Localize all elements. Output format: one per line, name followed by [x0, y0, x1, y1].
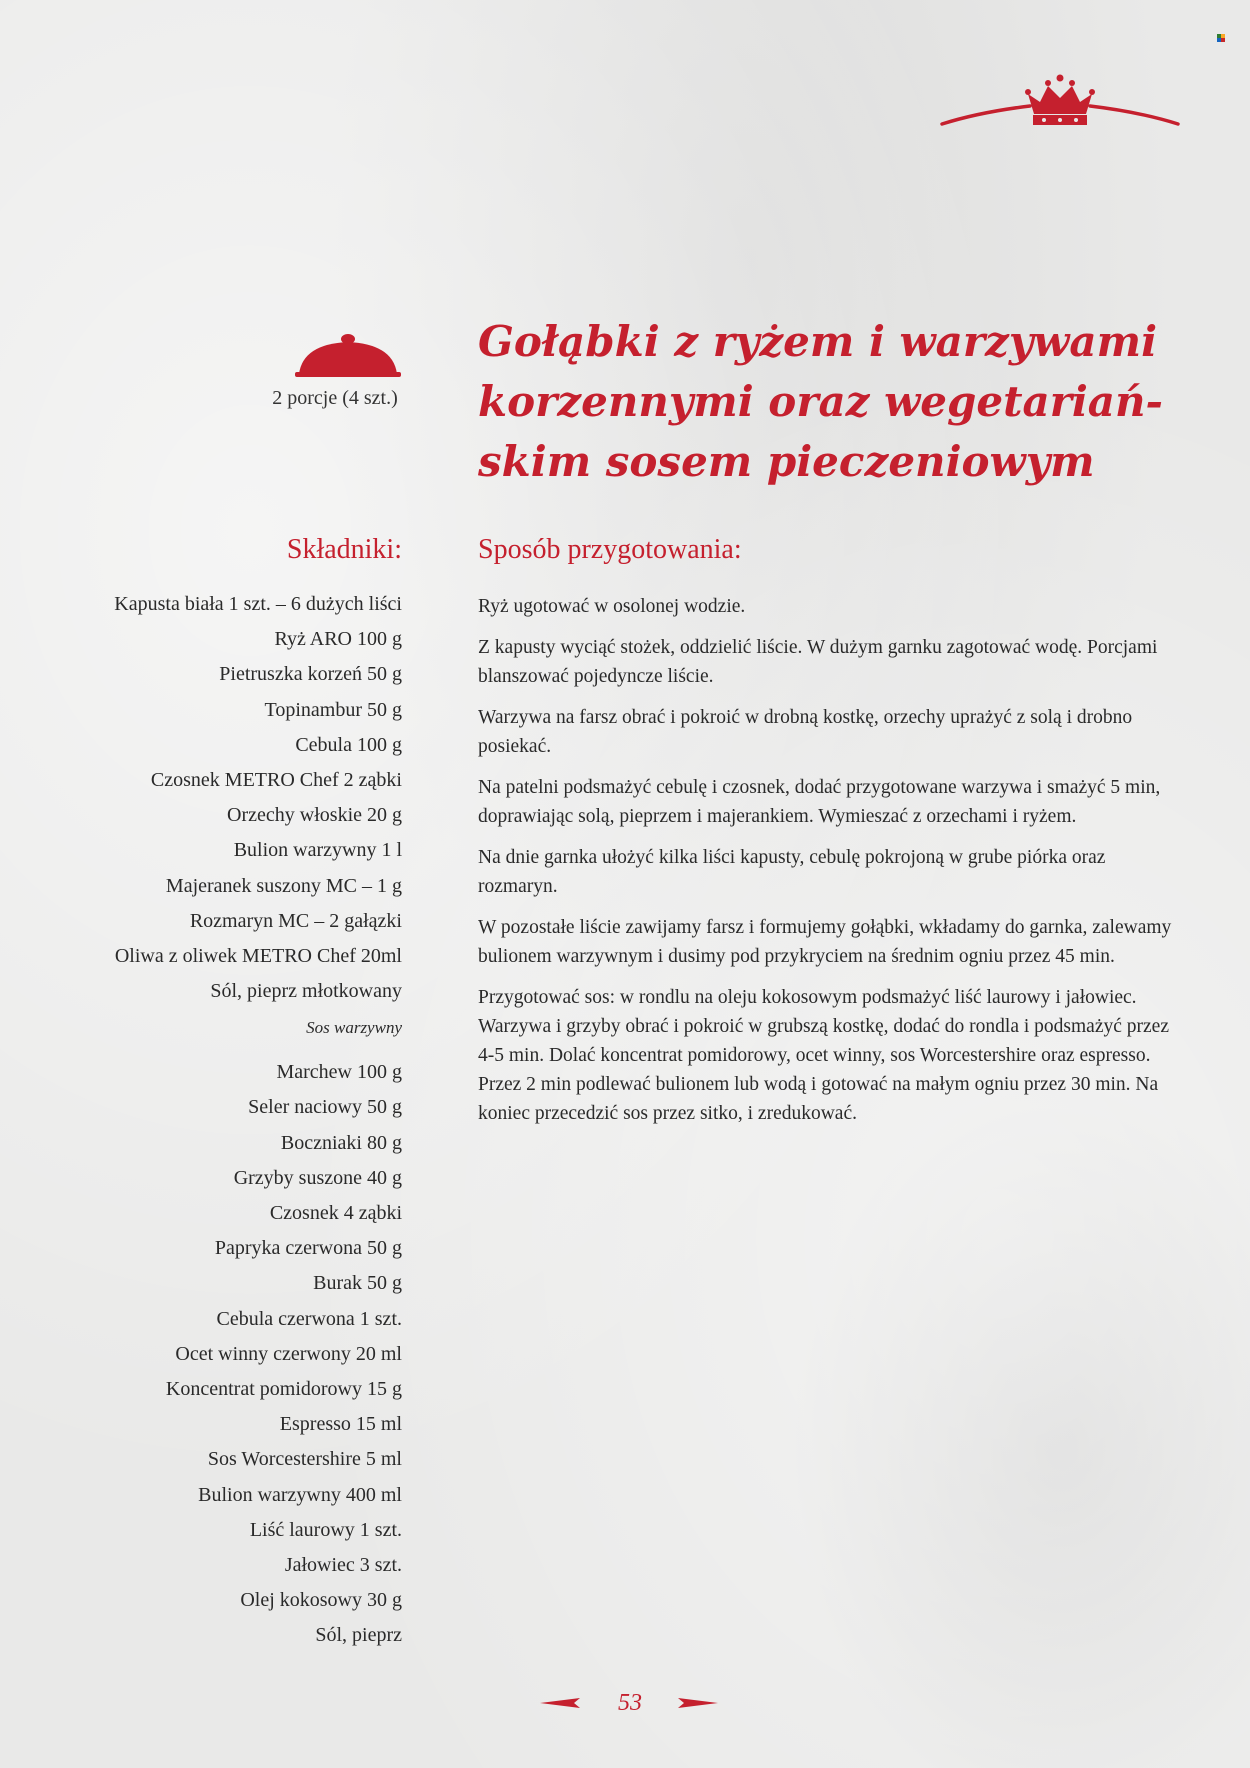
- sauce-ingredient-item: Sól, pieprz: [315, 1624, 402, 1647]
- sauce-subheading: Sos warzywny: [306, 1018, 402, 1038]
- ingredient-item: Orzechy włoskie 20 g: [227, 804, 402, 827]
- sauce-ingredient-item: Boczniaki 80 g: [280, 1131, 402, 1154]
- corner-mark-icon: [1217, 34, 1225, 42]
- arrow-right-icon[interactable]: [678, 1697, 718, 1709]
- sauce-ingredient-item: Grzyby suszone 40 g: [233, 1166, 402, 1189]
- ingredient-item: Topinambur 50 g: [264, 698, 402, 721]
- sauce-ingredient-item: Espresso 15 ml: [279, 1413, 402, 1436]
- ingredient-item: Cebula 100 g: [295, 733, 402, 756]
- page-footer: [530, 1686, 730, 1722]
- ingredients-heading: Składniki:: [286, 534, 402, 565]
- cloche-icon: [295, 332, 401, 378]
- sauce-ingredient-item: Jałowiec 3 szt.: [284, 1553, 402, 1576]
- arrow-left-icon[interactable]: [540, 1697, 580, 1709]
- method-step: Warzywa na farsz obrać i pokroić w drobną kostkę, orzechy uprażyć z solą i drobno posiekać.: [478, 707, 1133, 757]
- ingredient-item: Rozmaryn MC – 2 gałązki: [189, 909, 402, 932]
- method-step: Przygotować sos: w rondlu na oleju kokosowym podsmażyć liść laurowy i jałowiec. Warzywa i grzyby obrać i pokroić w grubszą kostkę, dodać do rondla i podsmażyć przez 4-5 min. Dolać koncentrat pomidorowy, ocet winny, sos Worcestershire oraz espresso. Przez 2 min podlewać bulionem lub wodą i gotować na małym ogniu przez 30 min. Na koniec przecedzić sos przez sitko, i zredukować.: [478, 987, 1169, 1124]
- ingredient-item: Sól, pieprz młotkowany: [210, 980, 402, 1003]
- sauce-ingredient-item: Papryka czerwona 50 g: [214, 1237, 402, 1260]
- ingredient-item: Oliwa z oliwek METRO Chef 20ml: [114, 944, 402, 967]
- method-steps: [478, 592, 1188, 1140]
- page-number: 53: [618, 1690, 642, 1716]
- sauce-ingredient-item: Ocet winny czerwony 20 ml: [175, 1342, 402, 1365]
- method-step: Na dnie garnka ułożyć kilka liści kapusty, cebulę pokrojoną w grube piórka oraz rozmaryn.: [478, 847, 1106, 897]
- ingredient-item: Bulion warzywny 1 l: [233, 839, 402, 862]
- sauce-ingredient-item: Burak 50 g: [313, 1272, 402, 1295]
- ingredient-item: Kapusta biała 1 szt. – 6 dużych liści: [114, 593, 402, 615]
- sauce-ingredient-item: Koncentrat pomidorowy 15 g: [165, 1377, 402, 1400]
- recipe-title: Gołąbki z ryżem i warzywami korzennymi oraz wegetariań-skim sosem pieczeniowym: [478, 317, 1163, 486]
- method-step: W pozostałe liście zawijamy farsz i formujemy gołąbki, wkładamy do garnka, zalewamy bulionem warzywnym i dusimy pod przykryciem na średnim ogniu przez 45 min.: [478, 917, 1172, 967]
- sauce-ingredient-item: Sos Worcestershire 5 ml: [207, 1448, 402, 1471]
- method-step: Z kapusty wyciąć stożek, oddzielić liście. W dużym garnku zagotować wodę. Porcjami blanszować pojedyncze liście.: [478, 637, 1158, 687]
- sauce-ingredient-item: Czosnek 4 ząbki: [269, 1202, 402, 1224]
- ingredient-item: Majeranek suszony MC – 1 g: [165, 874, 402, 897]
- method-step: Ryż ugotować w osolonej wodzie.: [478, 596, 746, 617]
- sauce-ingredient-item: Seler naciowy 50 g: [248, 1096, 402, 1119]
- sauce-ingredient-item: Olej kokosowy 30 g: [240, 1589, 402, 1612]
- sauce-ingredient-item: Cebula czerwona 1 szt.: [216, 1307, 402, 1330]
- method-step: Na patelni podsmażyć cebulę i czosnek, dodać przygotowane warzywa i smażyć 5 min, doprawiając solą, pieprzem i majerankiem. Wymieszać z orzechami i ryżem.: [478, 777, 1161, 827]
- ingredient-item: Ryż ARO 100 g: [274, 628, 402, 651]
- ingredient-item: Pietruszka korzeń 50 g: [219, 663, 402, 686]
- sauce-ingredient-item: Marchew 100 g: [276, 1061, 402, 1084]
- sauce-ingredient-item: Bulion warzywny 400 ml: [198, 1483, 402, 1506]
- crown-icon: [940, 72, 1180, 132]
- ingredients-list: [60, 592, 402, 1658]
- sauce-ingredient-item: Liść laurowy 1 szt.: [249, 1518, 402, 1541]
- servings-label: 2 porcje (4 szt.): [272, 387, 398, 409]
- ingredient-item: Czosnek METRO Chef 2 ząbki: [150, 768, 402, 791]
- method-heading: Sposób przygotowania:: [478, 534, 742, 565]
